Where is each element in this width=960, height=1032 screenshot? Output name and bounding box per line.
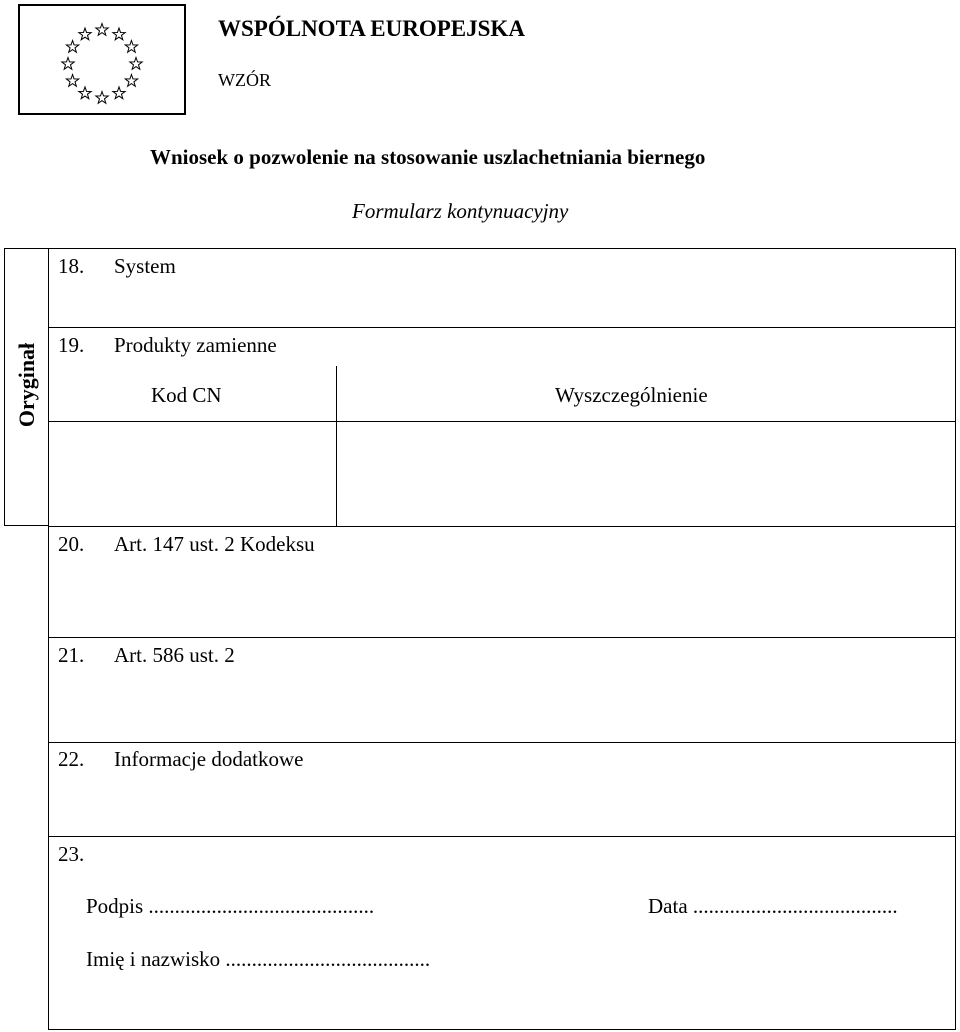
star-icon (62, 58, 74, 70)
organization-name: WSPÓLNOTA EUROPEJSKA (218, 16, 525, 41)
name-line[interactable]: Imię i nazwisko ....................................... (86, 947, 431, 971)
star-icon (96, 92, 108, 104)
star-icon (113, 28, 125, 40)
eu-flag-icon (20, 6, 188, 117)
divider-18-19 (48, 327, 956, 328)
column-header-description: Wyszczególnienie (555, 383, 708, 407)
document-subtitle: Formularz kontynuacyjny (352, 199, 569, 223)
divider-19-header (48, 421, 956, 422)
field-18-label: System (114, 254, 176, 278)
divider-22-23 (48, 836, 956, 837)
field-20-label: Art. 147 ust. 2 Kodeksu (114, 532, 315, 556)
field-21-number: 21. (58, 643, 85, 667)
field-18-number: 18. (58, 254, 85, 278)
star-icon (66, 75, 78, 87)
specimen-label: WZÓR (218, 70, 271, 90)
star-icon (113, 87, 125, 99)
field-19-number: 19. (58, 333, 85, 357)
star-icon (79, 28, 91, 40)
divider-21-22 (48, 742, 956, 743)
cn-code-input[interactable] (50, 423, 335, 525)
signature-line[interactable]: Podpis ........................................... (86, 894, 375, 918)
star-icon (125, 75, 137, 87)
field-20-input[interactable] (50, 560, 954, 636)
eu-flag (18, 4, 186, 115)
field-22-input[interactable] (50, 774, 954, 835)
date-line[interactable]: Data ....................................... (648, 894, 898, 918)
column-header-cn-code: Kod CN (151, 383, 222, 407)
copy-label: Oryginał (14, 342, 39, 428)
field-19-label: Produkty zamienne (114, 333, 277, 357)
star-icon (66, 41, 78, 53)
field-18-input[interactable] (50, 280, 954, 326)
star-icon (96, 24, 108, 36)
divider-20-21 (48, 637, 956, 638)
field-20-number: 20. (58, 532, 85, 556)
field-21-label: Art. 586 ust. 2 (114, 643, 235, 667)
divider-19-20 (48, 526, 956, 527)
field-22-number: 22. (58, 747, 85, 771)
field-23-number: 23. (58, 842, 85, 866)
field-21-input[interactable] (50, 670, 954, 741)
document-title: Wniosek o pozwolenie na stosowanie uszlachetniania biernego (150, 145, 706, 169)
column-divider (336, 366, 337, 526)
star-icon (79, 87, 91, 99)
star-icon (125, 41, 137, 53)
field-22-label: Informacje dodatkowe (114, 747, 304, 771)
star-icon (130, 58, 142, 70)
description-input[interactable] (338, 423, 954, 525)
